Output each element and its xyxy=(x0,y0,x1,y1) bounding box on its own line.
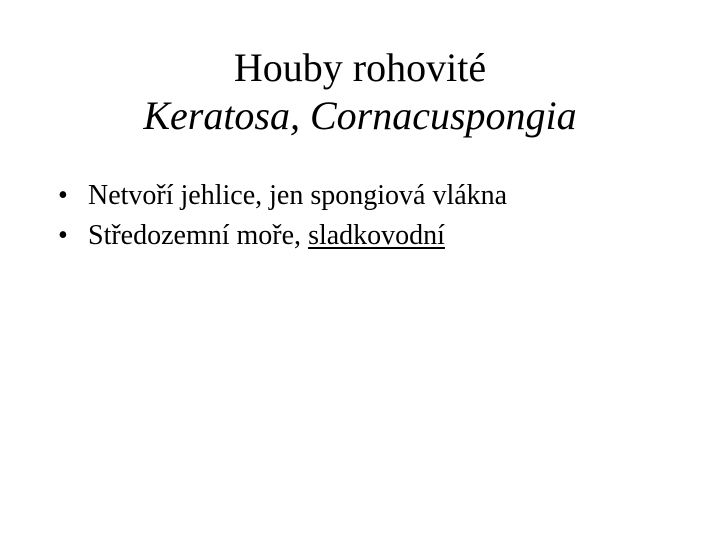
bullet-marker: • xyxy=(58,220,68,251)
bullet-text: Netvoří jehlice, jen spongiová vlákna xyxy=(88,180,508,211)
underlined-link-text[interactable]: sladkovodní xyxy=(308,220,445,251)
bullet-item-2 xyxy=(58,216,507,256)
bullet-text: Středozemní moře, xyxy=(88,220,309,251)
bullet-marker: • xyxy=(58,180,68,211)
title-line-2: Keratosa, Cornacuspongia xyxy=(143,93,577,138)
slide-title xyxy=(0,44,720,140)
bullet-item-1 xyxy=(58,176,507,216)
title-line-1: Houby rohovité xyxy=(233,45,487,90)
bullet-list xyxy=(58,176,507,256)
